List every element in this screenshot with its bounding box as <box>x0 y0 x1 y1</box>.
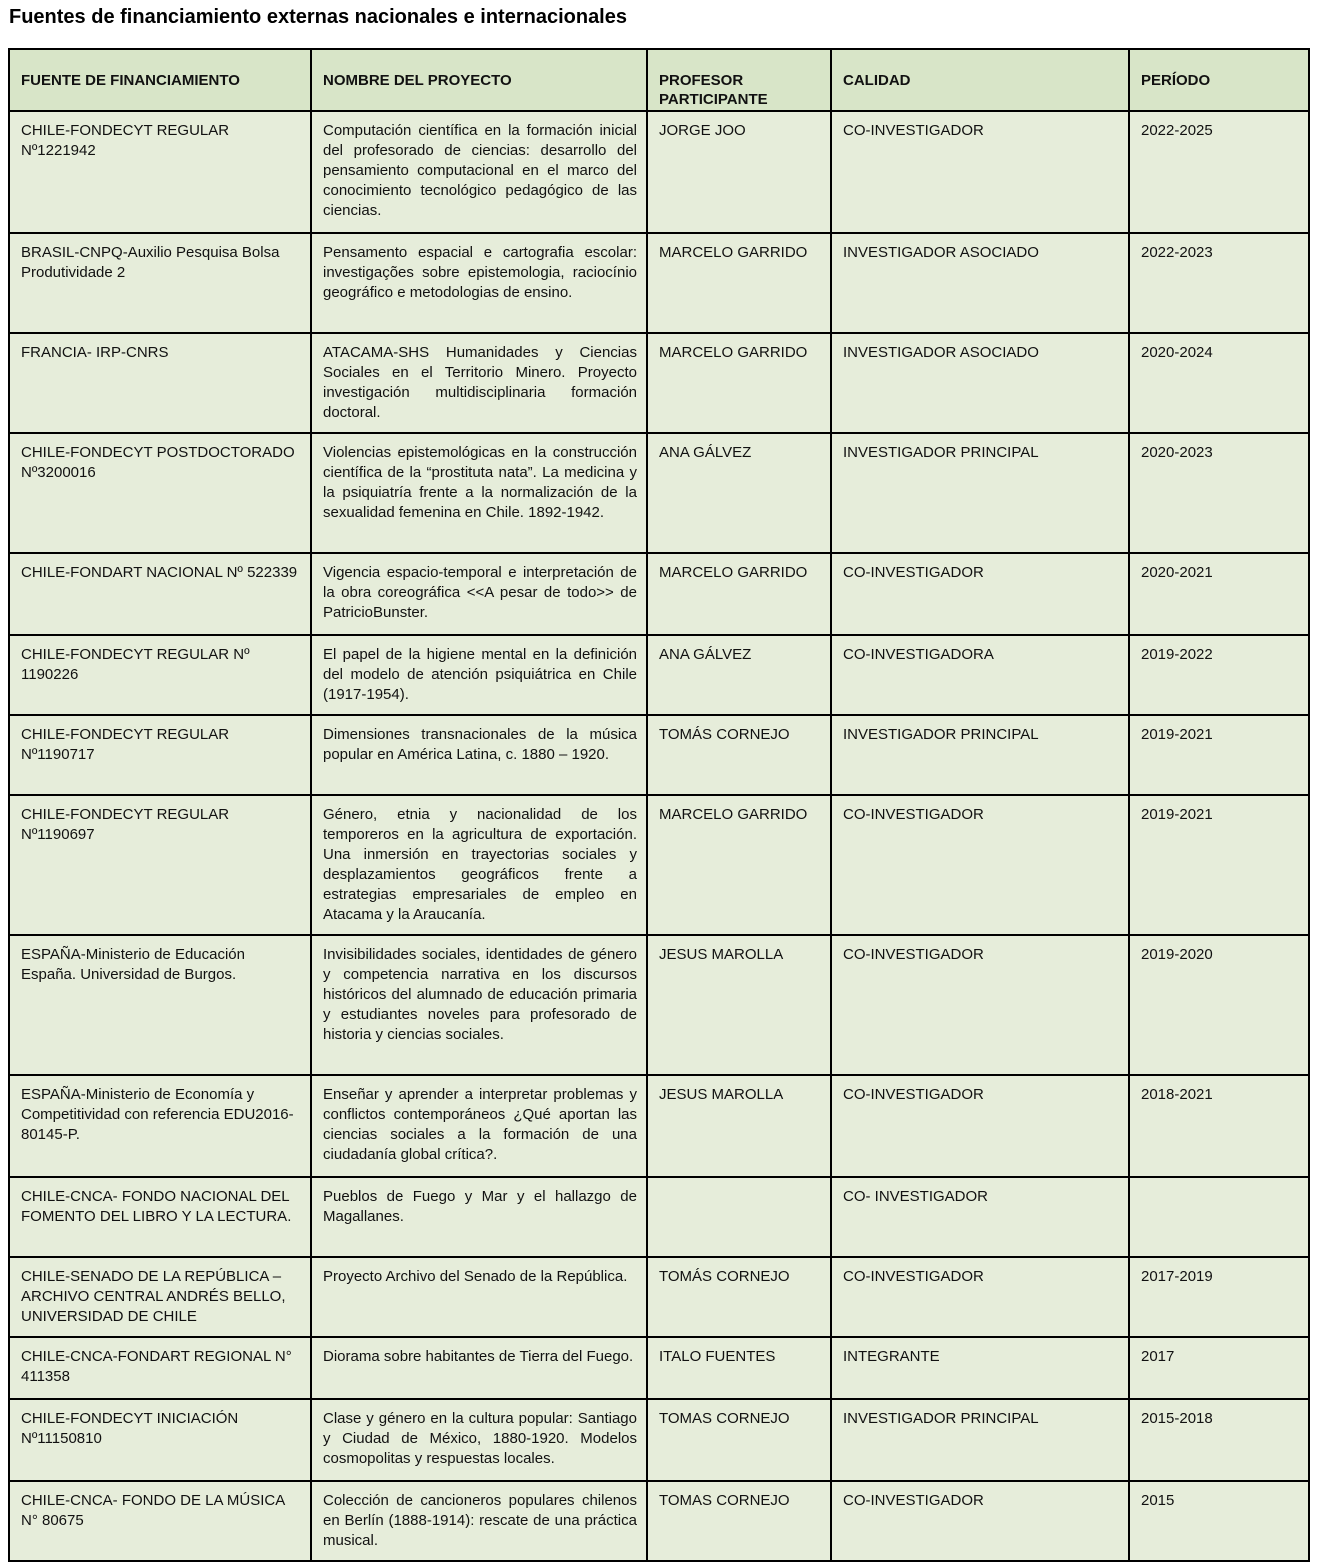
cell-calidad: CO-INVESTIGADOR <box>831 1481 1129 1561</box>
cell-fuente: CHILE-FONDECYT INICIACIÓN Nº11150810 <box>9 1399 311 1481</box>
table-header <box>9 49 1309 111</box>
table-row <box>9 111 1309 233</box>
cell-proyecto: Proyecto Archivo del Senado de la República. <box>311 1257 647 1337</box>
cell-proyecto: Invisibilidades sociales, identidades de género y competencia narrativa en los discursos históricos del alumnado de educación primaria y estudiantes noveles para profesorado de historia y ciencias sociales. <box>311 935 647 1075</box>
cell-proyecto: Pensamento espacial e cartografia escolar: investigações sobre epistemologia, raciocínio geográfico e metodologias de ensino. <box>311 233 647 333</box>
table-row <box>9 233 1309 333</box>
cell-periodo: 2019-2021 <box>1129 795 1309 935</box>
cell-profesor: MARCELO GARRIDO <box>647 333 831 433</box>
cell-periodo <box>1129 1177 1309 1257</box>
cell-calidad: INVESTIGADOR PRINCIPAL <box>831 1399 1129 1481</box>
cell-fuente: CHILE-FONDECYT REGULAR Nº 1190226 <box>9 635 311 715</box>
table-row <box>9 935 1309 1075</box>
cell-periodo: 2017 <box>1129 1337 1309 1399</box>
cell-calidad: INVESTIGADOR ASOCIADO <box>831 233 1129 333</box>
cell-fuente: CHILE-CNCA- FONDO NACIONAL DEL FOMENTO DEL LIBRO Y LA LECTURA. <box>9 1177 311 1257</box>
cell-profesor: ITALO FUENTES <box>647 1337 831 1399</box>
cell-proyecto: Dimensiones transnacionales de la música popular en América Latina, c. 1880 – 1920. <box>311 715 647 795</box>
cell-periodo: 2019-2020 <box>1129 935 1309 1075</box>
cell-fuente: CHILE-FONDECYT REGULAR Nº1190697 <box>9 795 311 935</box>
cell-fuente: CHILE-FONDART NACIONAL Nº 522339 <box>9 553 311 635</box>
header-row <box>9 49 1309 111</box>
table-row <box>9 1481 1309 1561</box>
cell-calidad: INVESTIGADOR ASOCIADO <box>831 333 1129 433</box>
cell-proyecto: ATACAMA-SHS Humanidades y Ciencias Sociales en el Territorio Minero. Proyecto investigación multidisciplinaria formación doctoral. <box>311 333 647 433</box>
cell-periodo: 2020-2021 <box>1129 553 1309 635</box>
cell-proyecto: Colección de cancioneros populares chilenos en Berlín (1888-1914): rescate de una práctica musical. <box>311 1481 647 1561</box>
header-periodo: PERÍODO <box>1129 49 1309 111</box>
cell-proyecto: Diorama sobre habitantes de Tierra del Fuego. <box>311 1337 647 1399</box>
cell-proyecto: Vigencia espacio-temporal e interpretación de la obra coreográfica <<A pesar de todo>> de PatricioBunster. <box>311 553 647 635</box>
funding-table <box>8 48 1310 1562</box>
cell-periodo: 2020-2023 <box>1129 433 1309 553</box>
cell-profesor: JESUS MAROLLA <box>647 1075 831 1177</box>
cell-proyecto: Computación científica en la formación inicial del profesorado de ciencias: desarrollo del pensamiento computacional en el marco del conocimiento tecnológico pedagógico de las ciencias. <box>311 111 647 233</box>
cell-fuente: CHILE-CNCA- FONDO DE LA MÚSICA N° 80675 <box>9 1481 311 1561</box>
cell-fuente: CHILE-FONDECYT REGULAR Nº1190717 <box>9 715 311 795</box>
cell-periodo: 2019-2022 <box>1129 635 1309 715</box>
cell-calidad: INVESTIGADOR PRINCIPAL <box>831 715 1129 795</box>
table-body <box>9 111 1309 1561</box>
cell-fuente: ESPAÑA-Ministerio de Economía y Competitividad con referencia EDU2016-80145-P. <box>9 1075 311 1177</box>
cell-profesor: TOMAS CORNEJO <box>647 1481 831 1561</box>
cell-profesor: JORGE JOO <box>647 111 831 233</box>
cell-fuente: CHILE-FONDECYT POSTDOCTORADO Nº3200016 <box>9 433 311 553</box>
cell-fuente: FRANCIA- IRP-CNRS <box>9 333 311 433</box>
table-row <box>9 333 1309 433</box>
cell-profesor: TOMÁS CORNEJO <box>647 715 831 795</box>
cell-calidad: CO- INVESTIGADOR <box>831 1177 1129 1257</box>
cell-profesor <box>647 1177 831 1257</box>
cell-calidad: CO-INVESTIGADOR <box>831 1257 1129 1337</box>
cell-periodo: 2018-2021 <box>1129 1075 1309 1177</box>
table-row <box>9 1075 1309 1177</box>
cell-periodo: 2017-2019 <box>1129 1257 1309 1337</box>
cell-calidad: CO-INVESTIGADORA <box>831 635 1129 715</box>
cell-calidad: INVESTIGADOR PRINCIPAL <box>831 433 1129 553</box>
cell-periodo: 2019-2021 <box>1129 715 1309 795</box>
cell-periodo: 2015-2018 <box>1129 1399 1309 1481</box>
table-row <box>9 635 1309 715</box>
cell-profesor: ANA GÁLVEZ <box>647 433 831 553</box>
cell-fuente: CHILE-SENADO DE LA REPÚBLICA – ARCHIVO CENTRAL ANDRÉS BELLO, UNIVERSIDAD DE CHILE <box>9 1257 311 1337</box>
cell-calidad: CO-INVESTIGADOR <box>831 1075 1129 1177</box>
table-row <box>9 1337 1309 1399</box>
cell-calidad: CO-INVESTIGADOR <box>831 111 1129 233</box>
page-title: Fuentes de financiamiento externas nacionales e internacionales <box>9 6 627 28</box>
table-row <box>9 715 1309 795</box>
cell-calidad: INTEGRANTE <box>831 1337 1129 1399</box>
cell-fuente: ESPAÑA-Ministerio de Educación España. Universidad de Burgos. <box>9 935 311 1075</box>
cell-profesor: MARCELO GARRIDO <box>647 795 831 935</box>
header-fuente: FUENTE DE FINANCIAMIENTO <box>9 49 311 111</box>
cell-periodo: 2022-2025 <box>1129 111 1309 233</box>
cell-proyecto: Pueblos de Fuego y Mar y el hallazgo de Magallanes. <box>311 1177 647 1257</box>
cell-profesor: TOMÁS CORNEJO <box>647 1257 831 1337</box>
cell-proyecto: El papel de la higiene mental en la definición del modelo de atención psiquiátrica en Chile (1917-1954). <box>311 635 647 715</box>
cell-proyecto: Clase y género en la cultura popular: Santiago y Ciudad de México, 1880-1920. Modelos cosmopolitas y respuestas locales. <box>311 1399 647 1481</box>
table-row <box>9 433 1309 553</box>
cell-calidad: CO-INVESTIGADOR <box>831 553 1129 635</box>
cell-periodo: 2015 <box>1129 1481 1309 1561</box>
cell-profesor: ANA GÁLVEZ <box>647 635 831 715</box>
cell-calidad: CO-INVESTIGADOR <box>831 935 1129 1075</box>
cell-fuente: CHILE-CNCA-FONDART REGIONAL N° 411358 <box>9 1337 311 1399</box>
cell-periodo: 2022-2023 <box>1129 233 1309 333</box>
table-row <box>9 1177 1309 1257</box>
header-proyecto: NOMBRE DEL PROYECTO <box>311 49 647 111</box>
cell-proyecto: Violencias epistemológicas en la construcción científica de la “prostituta nata”. La medicina y la psiquiatría frente a la normalización de la sexualidad femenina en Chile. 1892-1942. <box>311 433 647 553</box>
cell-fuente: BRASIL-CNPQ-Auxilio Pesquisa Bolsa Produtividade 2 <box>9 233 311 333</box>
table-row <box>9 553 1309 635</box>
table-row <box>9 1399 1309 1481</box>
cell-profesor: JESUS MAROLLA <box>647 935 831 1075</box>
cell-calidad: CO-INVESTIGADOR <box>831 795 1129 935</box>
table-row <box>9 795 1309 935</box>
cell-fuente: CHILE-FONDECYT REGULAR Nº1221942 <box>9 111 311 233</box>
cell-periodo: 2020-2024 <box>1129 333 1309 433</box>
cell-profesor: MARCELO GARRIDO <box>647 233 831 333</box>
cell-proyecto: Género, etnia y nacionalidad de los temporeros en la agricultura de exportación. Una inmersión en trayectorias sociales y desplazamientos geográficos frente a estrategias empresariales de empleo en Atacama y la Araucanía. <box>311 795 647 935</box>
cell-profesor: TOMAS CORNEJO <box>647 1399 831 1481</box>
cell-proyecto: Enseñar y aprender a interpretar problemas y conflictos contemporáneos ¿Qué aportan las ciencias sociales a la formación de una ciudadanía global crítica?. <box>311 1075 647 1177</box>
cell-profesor: MARCELO GARRIDO <box>647 553 831 635</box>
header-profesor: PROFESOR PARTICIPANTE <box>647 49 831 111</box>
table-row <box>9 1257 1309 1337</box>
header-calidad: CALIDAD <box>831 49 1129 111</box>
